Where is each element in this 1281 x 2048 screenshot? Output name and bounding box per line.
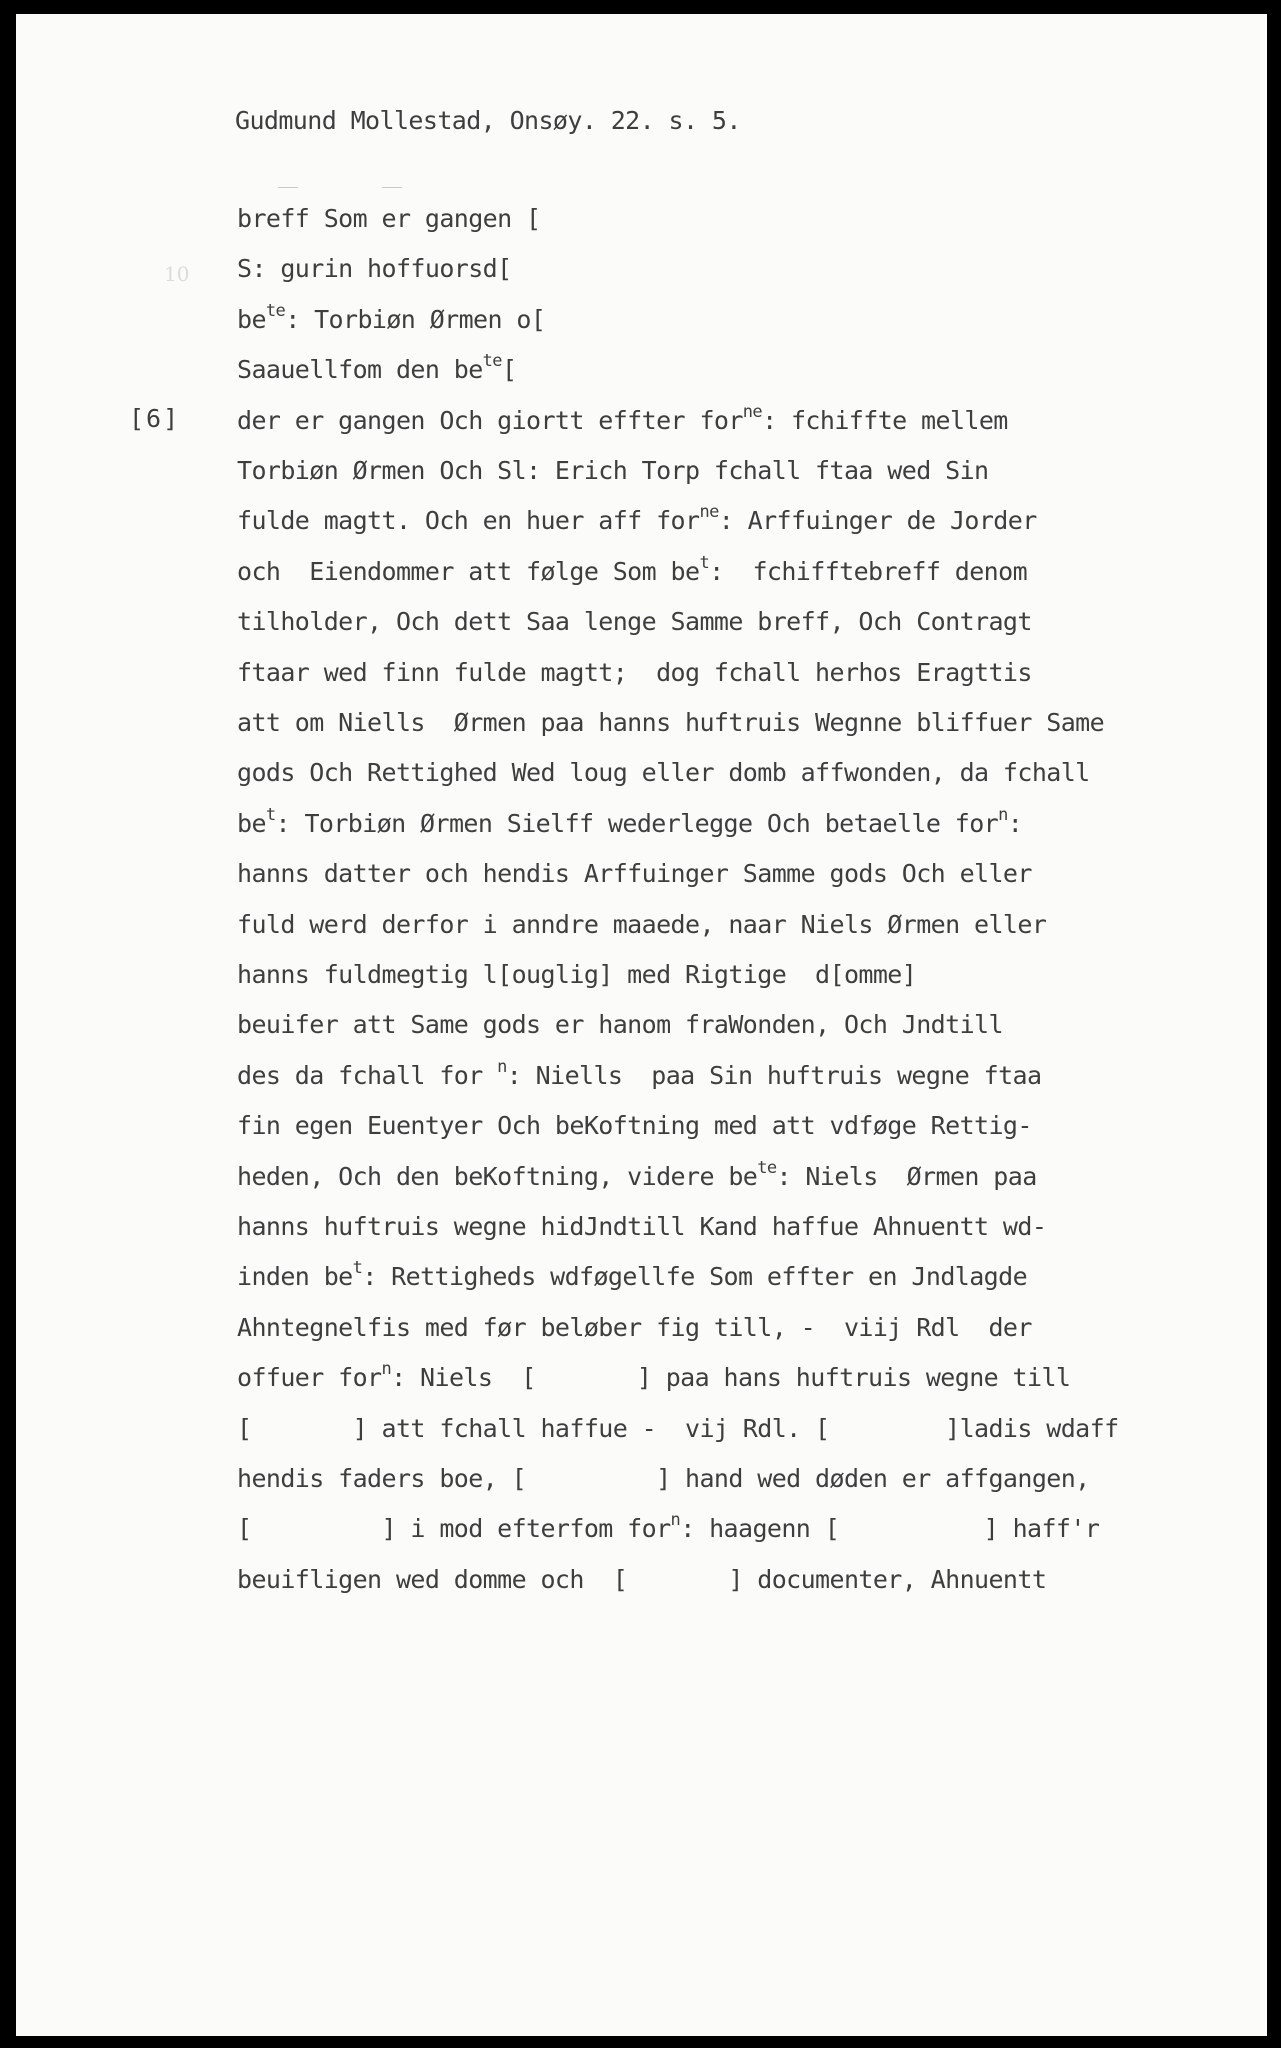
text-line	[237, 502, 1037, 535]
text-line	[237, 1567, 1046, 1592]
text-segment: : Torbiøn Ørmen Sielff wederlegge Och betaelle for	[275, 809, 999, 838]
text-line	[237, 256, 512, 281]
text-segment: hanns huftruis wegne hidJndtill Kand haffue Ahnuentt wd-	[237, 1212, 1047, 1241]
text-segment: fuld werd derfor i anndre maaede, naar Niels Ørmen eller	[237, 910, 1047, 939]
text-segment: hendis faders boe, [ ] hand wed døden er affgangen,	[237, 1464, 1090, 1493]
text-segment: tilholder, Och dett Saa lenge Samme breff, Och Contragt	[237, 607, 1032, 636]
text-line	[237, 710, 1104, 735]
text-line	[237, 1012, 1003, 1037]
text-segment: der er gangen Och giortt effter for	[237, 406, 743, 435]
text-segment: : Niels [ ] paa hans huftruis wegne till	[391, 1363, 1071, 1392]
text-line	[237, 1113, 1032, 1138]
text-line	[237, 206, 540, 231]
text-line	[237, 660, 1032, 685]
text-line	[237, 301, 546, 334]
text-segment: :	[1007, 809, 1023, 838]
text-segment: des da fchall for	[237, 1061, 498, 1090]
text-line	[237, 1416, 1119, 1441]
text-line	[237, 1510, 1100, 1543]
text-segment: fulde magtt. Och en huer aff for	[237, 506, 700, 535]
text-segment: be	[237, 809, 266, 838]
superscript-abbreviation: n	[497, 1057, 507, 1077]
text-segment: hanns fuldmegtig l[ouglig] med Rigtige d[omme]	[237, 960, 917, 989]
text-line	[237, 609, 1032, 634]
text-segment: beuifligen wed domme och [ ] documenter, Ahnuentt	[237, 1565, 1047, 1594]
text-segment: gods Och Rettighed Wed loug eller domb affwonden, da fchall	[237, 758, 1090, 787]
text-segment: S: gurin hoffuorsd[	[237, 254, 512, 283]
text-segment: [	[501, 355, 517, 384]
document-page	[16, 14, 1267, 2036]
text-segment: heden, Och den beKoftning, videre be	[237, 1162, 758, 1191]
text-segment: : Niells paa Sin huftruis wegne ftaa	[506, 1061, 1042, 1090]
superscript-abbreviation: t	[352, 1258, 363, 1278]
text-line	[237, 402, 1008, 435]
document-header: Gudmund Mollestad, Onsøy. 22. s. 5.	[235, 106, 741, 135]
text-line	[237, 1466, 1090, 1491]
text-line	[237, 1258, 1028, 1291]
text-segment: : Arffuinger de Jorder	[718, 506, 1037, 535]
text-line	[237, 351, 517, 384]
text-line	[237, 553, 1028, 586]
text-segment: : fchifftebreff denom	[709, 557, 1028, 586]
header-underline-mark	[278, 187, 298, 188]
page-number-marker: [6]	[129, 404, 181, 433]
superscript-abbreviation: n	[998, 805, 1008, 825]
text-segment: : fchiffte mellem	[762, 406, 1008, 435]
text-line	[237, 805, 1023, 838]
superscript-abbreviation: te	[265, 301, 286, 321]
text-segment: ftaar wed finn fulde magtt; dog fchall herhos Eragttis	[237, 658, 1032, 687]
superscript-abbreviation: ne	[742, 402, 763, 422]
text-segment: Saauellfom den be	[237, 355, 483, 384]
text-segment: : Rettigheds wdføgellfe Som effter en Jndlagde	[362, 1262, 1028, 1291]
text-segment: : Torbiøn Ørmen o[	[285, 305, 546, 334]
superscript-abbreviation: n	[670, 1510, 681, 1530]
superscript-abbreviation: te	[757, 1158, 777, 1178]
text-line	[237, 458, 988, 483]
text-segment: [ ] att fchall haffue - vij Rdl. [ ]ladis wdaff	[237, 1414, 1119, 1443]
text-line	[237, 1315, 1032, 1340]
text-line	[237, 861, 1032, 886]
superscript-abbreviation: te	[482, 351, 502, 371]
text-segment: fin egen Euentyer Och beKoftning med att vdføge Rettig-	[237, 1111, 1032, 1140]
text-segment: : haagenn [ ] haff'r	[680, 1514, 1100, 1543]
text-line	[237, 912, 1046, 937]
superscript-abbreviation: n	[381, 1359, 392, 1379]
text-segment: Torbiøn Ørmen Och Sl: Erich Torp fchall ftaa wed Sin	[237, 456, 989, 485]
text-segment: be	[237, 305, 266, 334]
superscript-abbreviation: t	[265, 805, 276, 825]
text-segment: och Eiendommer att følge Som be	[237, 557, 700, 586]
faint-pencil-mark: 10	[164, 262, 190, 286]
text-segment: Ahntegnelfis med før beløber fig till, - viij Rdl der	[237, 1313, 1032, 1342]
text-line	[237, 1057, 1042, 1090]
text-line	[237, 1158, 1037, 1191]
text-segment: [ ] i mod efterfom for	[237, 1514, 671, 1543]
text-segment: : Niels Ørmen paa	[776, 1162, 1037, 1191]
text-segment: beuifer att Same gods er hanom fraWonden, Och Jndtill	[237, 1010, 1003, 1039]
text-line	[237, 962, 916, 987]
text-segment: hanns datter och hendis Arffuinger Samme gods Och eller	[237, 859, 1032, 888]
text-line	[237, 760, 1090, 785]
text-segment: breff Som er gangen [	[237, 204, 541, 233]
text-segment: inden be	[237, 1262, 353, 1291]
text-segment: att om Niells Ørmen paa hanns huftruis Wegnne bliffuer Same	[237, 708, 1105, 737]
text-segment: offuer for	[237, 1363, 382, 1392]
superscript-abbreviation: t	[699, 553, 710, 573]
header-underline-mark	[382, 187, 402, 188]
text-line	[237, 1214, 1046, 1239]
text-line	[237, 1359, 1071, 1392]
superscript-abbreviation: ne	[699, 502, 719, 522]
